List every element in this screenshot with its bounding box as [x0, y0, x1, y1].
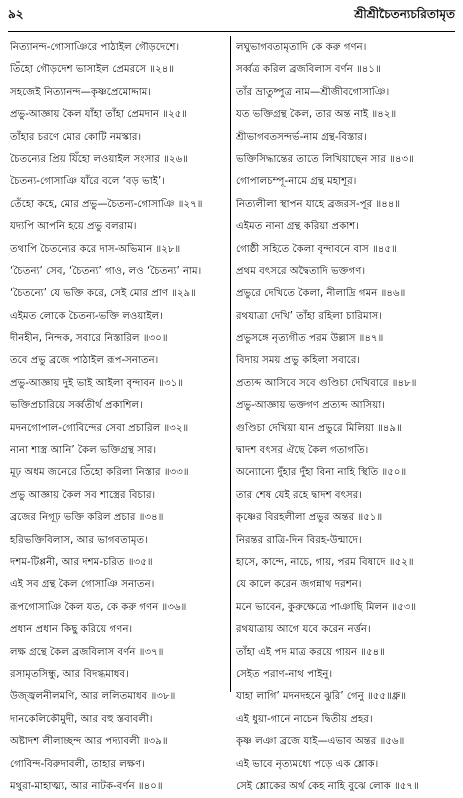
- verse-line: মদনগোপাল-গোবিন্দের সেবা প্রচারিল ॥৩২॥: [10, 422, 189, 434]
- verse-line: মনে ভাবেন, কুরুক্ষেত্রে পাঞাছি মিলন ॥৫৩॥: [236, 601, 417, 613]
- verse-line: কৃষ্ণ লঞা ব্রজে যাই—এভাব অন্তর ॥৫৬॥: [236, 736, 405, 748]
- verse-line: কৃষ্ণের বিরহলীলা প্রভুর অন্তর ॥৫১॥: [236, 512, 383, 524]
- verse-line: রসামৃতসিন্ধু, আর বিদগ্ধমাধব।: [10, 668, 129, 680]
- verse-line: সহজেই নিত্যানন্দ—কৃষ্ণপ্রেমোদ্দাম।: [10, 86, 151, 98]
- verse-line: নিরন্তর রাত্রি-দিন বিরহ-উন্মাদে।: [236, 534, 362, 546]
- verse-line: রথযাত্রা দেখি’ তাঁহা রহিলা চারিমাস।: [236, 310, 383, 322]
- verse-line: দশম-টিপ্পনী, আর দশম-চরিত ॥৩৫॥: [10, 556, 153, 568]
- page-header: [8, 4, 455, 28]
- left-verse-column: [10, 37, 226, 798]
- verse-line: যদ্যপি আপনি হয়ে প্রভু বলরাম।: [10, 221, 137, 233]
- verse-line: উজ্জ্বলনীলমণি, আর ললিতমাধব ॥৩৮॥: [10, 691, 176, 703]
- verse-line: নানা শাস্ত্র আনি’ কৈল ভক্তিগ্রন্থ সার।: [10, 445, 157, 457]
- verse-line: তবে প্রভু ব্রজে পাঠাইল রূপ-সনাতন।: [10, 355, 159, 367]
- right-verse-column: [236, 37, 452, 798]
- verse-line: সেইত পরাণ-নাথ পাইনু।: [236, 668, 333, 680]
- verse-line: তথাপি চৈতন্যের করে দাস-অভিমান ॥২৮॥: [10, 243, 181, 255]
- verse-line: তাঁহার চরণে মোর কোটি নমস্কার।: [10, 131, 142, 143]
- verse-line: মূঢ় অধম জনেরে তিঁহো করিলা নিস্তার ॥৩৩॥: [10, 467, 189, 479]
- verse-line: যে কালে করেন জগন্নাথ দরশন।: [236, 579, 362, 591]
- verse-line: মথুরা-মাহাত্ম্য, আর নাটক-বর্ণন ॥৪০॥: [10, 780, 163, 792]
- verse-line: তিঁহো গৌড়দেশ ভাসাইল প্রেমরসে ॥২৪॥: [10, 64, 175, 76]
- verse-line: প্রধান প্রধান কিছু করিয়ে গণন।: [10, 624, 133, 636]
- verse-line: তার শেষ যেই রহে দ্বাদশ বৎসর।: [236, 489, 363, 501]
- verse-line: ‘চৈতন্যে’ যে ভক্তি করে, সেই মোর প্রাণ ॥২৯॥: [10, 288, 196, 300]
- verse-line: গোবিন্দ-বিরুদাবলী, তাহার লক্ষণ।: [10, 758, 145, 770]
- page-number: ৯২: [8, 7, 24, 21]
- verse-line: দীনহীন, নিন্দক, সবারে নিস্তারিল ॥৩০॥: [10, 333, 168, 345]
- verse-line: শ্রীভাগবতসন্দর্ভ-নাম গ্রন্থ-বিস্তার।: [236, 131, 367, 143]
- verse-line: এইমত লোকে চৈতন্য-ভক্তি লওয়াইল।: [10, 310, 163, 322]
- verse-line: চৈতন্যের প্রিয় যিঁহো লওয়াইল সংসার ॥২৬॥: [10, 153, 188, 165]
- header-rule: [8, 31, 455, 32]
- verse-line: দানকেলিকৌমুদী, আর বহু স্তবাবলী।: [10, 713, 153, 725]
- verse-line: গোষ্ঠী সহিতে কৈলা বৃন্দাবনে বাস ॥৪৫॥: [236, 243, 397, 255]
- verse-line: বিদায় সময় প্রভু কহিলা সবারে।: [236, 355, 361, 367]
- verse-line: হাসে, কান্দে, নাচে, গায়, পরম বিষাদে ॥৫২॥: [236, 556, 414, 568]
- column-divider: [230, 36, 231, 692]
- verse-line: প্রথম বৎসরে অদ্বৈতাদি ভক্তগণ।: [236, 265, 366, 277]
- verse-line: তাঁর ভ্রাতুষ্পুত্র নাম—শ্রীজীবগোসাঞি।: [236, 86, 390, 98]
- verse-line: ভক্তিসিদ্ধান্তের তাতে লিখিয়াছেন সার ॥৪৩॥: [236, 153, 414, 165]
- verse-line: গোপালচম্পূ-নামে গ্রন্থ মহাশূর।: [236, 176, 357, 188]
- verse-line: তাঁহা এই পদ মাত্র করয়ে গায়ন ॥৫৪॥: [236, 646, 386, 658]
- verse-line: নিত্যলীলা স্থাপন যাহে ব্রজরস-পূর ॥৪৪॥: [236, 198, 401, 210]
- verse-line: সেই শ্লোকের অর্থ কেহ নাহি বুঝে লোক ॥৫৭॥: [236, 780, 419, 792]
- verse-line: ‘চৈতন্য’ সেব, ‘চৈতন্য’ গাও, লও ‘চৈতন্য’ নাম।: [10, 265, 202, 277]
- verse-line: প্রত্যব্দ আসিবে সবে গুণ্ডিচা দেখিবারে ॥৪৮॥: [236, 377, 417, 389]
- verse-line: প্রভুরে দেখিতে কৈলা, নীলাদ্রি গমন ॥৪৬॥: [236, 288, 406, 300]
- verse-line: তেঁহো কহে, মোর প্রভু—চৈতন্য-গোসাঞি ॥২৭॥: [10, 198, 203, 210]
- verse-line: সর্ব্বত্র করিল ব্রজবিলাস বর্ণন ॥৪১॥: [236, 64, 381, 76]
- verse-line: অষ্টাদশ লীলাচ্ছন্দ আর পদ্যাবলী ॥৩৯॥: [10, 736, 168, 748]
- verse-line: ব্রজের নিগূঢ় ভক্তি করিল প্রচার ॥৩৪॥: [10, 512, 164, 524]
- verse-line: যত ভক্তিগ্রন্থ কৈল, তার অন্ত নাই ॥৪২॥: [236, 109, 397, 121]
- verse-line: লক্ষ গ্রন্থে কৈল ব্রজবিলাস বর্ণন ॥৩৭॥: [10, 646, 164, 658]
- running-title: শ্রীশ্রীচৈতন্যচরিতামৃত: [354, 7, 455, 21]
- verse-line: দ্বাদশ বৎসর ঐছে কৈল গতাগতি।: [236, 445, 369, 457]
- verse-line: হরিভক্তিবিলাস, আর ভাগবতামৃত।: [10, 534, 148, 546]
- verse-line: প্রভু-আজ্ঞায় কৈল যাঁহা তাঁহা প্রেমদান ॥২৫॥: [10, 109, 188, 121]
- verse-line: এই ধুয়া-গানে নাচেন দ্বিতীয় প্রহর।: [236, 713, 373, 725]
- verse-line: অন্যোন্যে দুঁহার দুঁহা বিনা নাহি স্থিতি ॥৫০॥: [236, 467, 407, 479]
- verse-line: রূপগোসাঞি কৈল যত, কে করু গণন ॥৩৬॥: [10, 601, 187, 613]
- verse-line: লঘুভাগবতামৃতাদি কে করু গণন।: [236, 42, 367, 53]
- verse-line: রথযাত্রায় আগে যবে করেন নর্ত্তন।: [236, 624, 371, 636]
- verse-line: ভক্তিপ্রচারিয়ে সর্ব্বতীর্থ প্রকাশিল।: [10, 400, 143, 412]
- verse-line: যাহা লাগি’ মদনদহনে ঝুরি’ গেনু ॥৫৫॥ধ্রু॥: [236, 691, 407, 703]
- verse-line: চৈতন্য-গোসাঞি যাঁরে বলে ‘বড় ভাই’।: [10, 176, 165, 188]
- verse-line: এই ভাবে নৃত্যমধ্যে পড়ে এক শ্লোক।: [236, 758, 379, 770]
- verse-line: নিত্যানন্দ-গোসাঞিরে পাঠাইল গৌড়দেশে।: [10, 42, 180, 53]
- verse-line: প্রভু আজ্ঞায় কৈল সব শাস্ত্রের বিচার।: [10, 489, 156, 501]
- verse-line: গুণ্ডিচা দেখিয়া যান প্রভুরে মিলিয়া ॥৪৯॥: [236, 422, 402, 434]
- verse-line: প্রভুসঙ্গে নৃত্যগীত পরম উল্লাস ॥৪৭॥: [236, 333, 384, 345]
- verse-line: প্রভু-আজ্ঞায় দুই ভাই আইলা বৃন্দাবন ॥৩১॥: [10, 377, 184, 389]
- verse-line: এই সব গ্রন্থ কৈল গোসাঞি সনাতন।: [10, 579, 155, 591]
- verse-line: এইমত নানা গ্রন্থ করিয়া প্রকাশ।: [236, 221, 359, 233]
- verse-line: প্রভু-আজ্ঞায় ভক্তগণ প্রত্যব্দ আসিয়া।: [236, 400, 385, 412]
